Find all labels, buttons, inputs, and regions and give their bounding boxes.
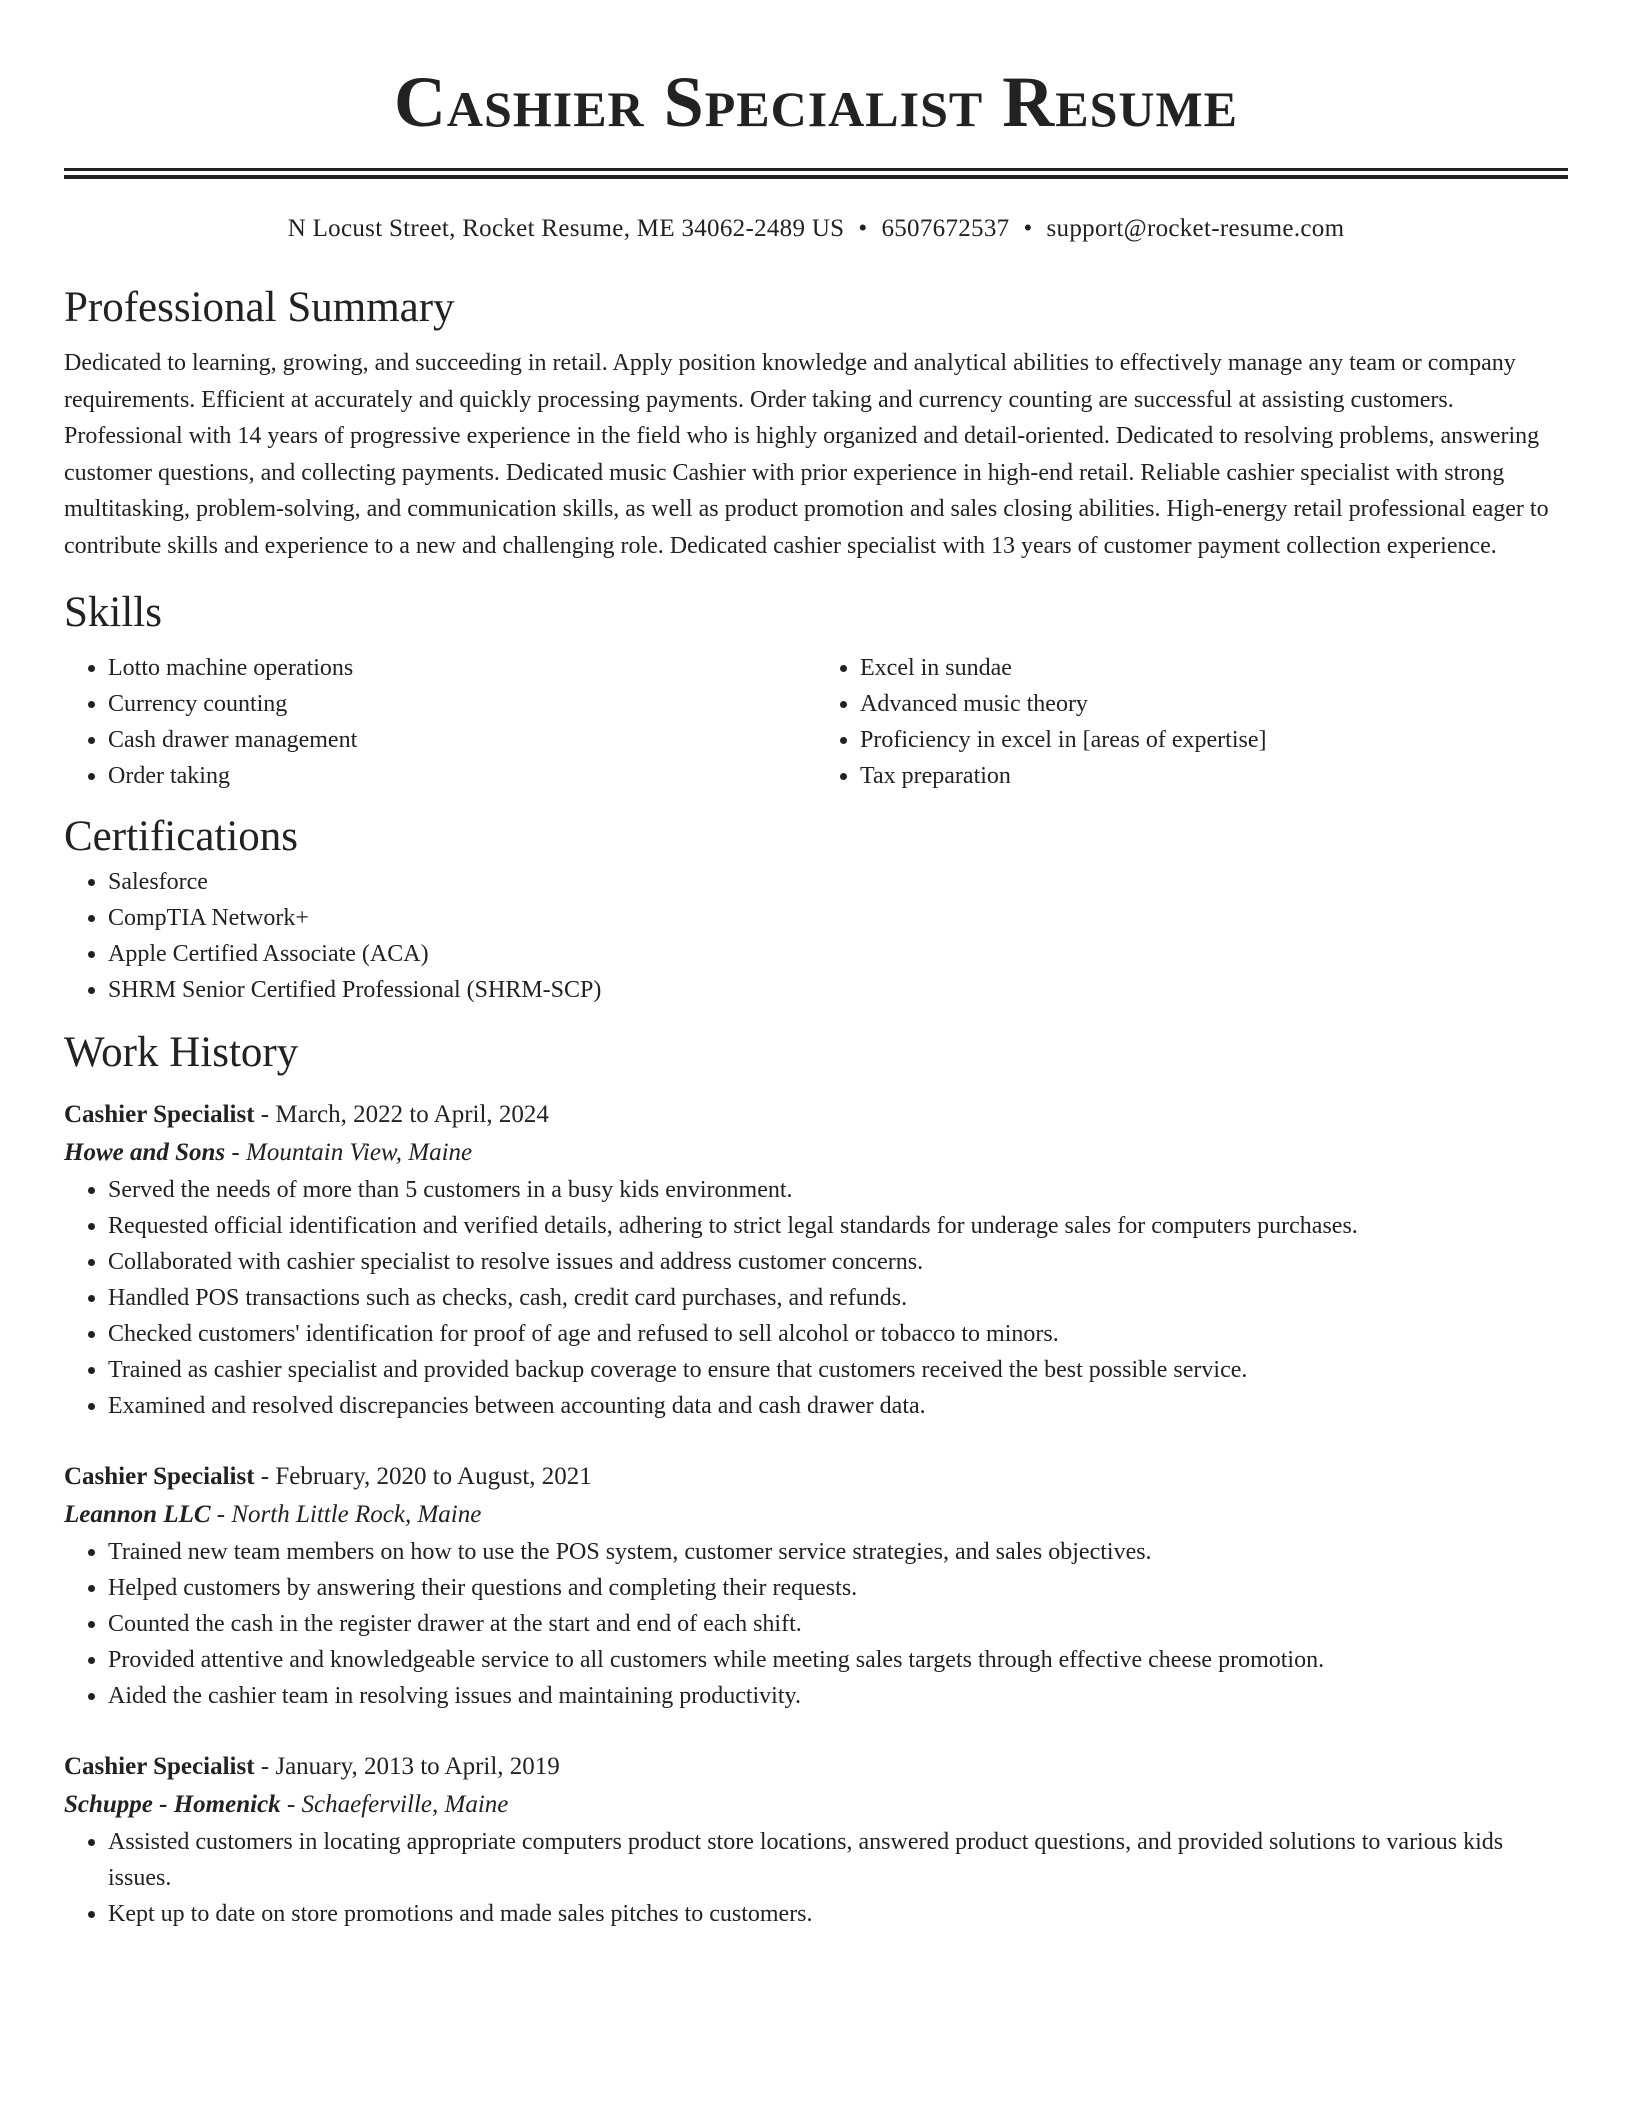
job-dates: - February, 2020 to August, 2021 — [254, 1463, 592, 1490]
job-company-line — [64, 1134, 1568, 1172]
job-bullet: • Checked customers' identification for proof of age and refused to sell alcohol or tobacco to minors. — [108, 1316, 1568, 1352]
job-bullet: • Examined and resolved discrepancies between accounting data and cash drawer data. — [108, 1388, 1568, 1424]
contact-separator: • — [858, 215, 868, 242]
contact-email: support@rocket-resume.com — [1046, 215, 1345, 242]
certification-item: • SHRM Senior Certified Professional (SHRM-SCP) — [108, 972, 1568, 1008]
contact-separator: • — [1023, 215, 1033, 242]
job-title-line — [64, 1748, 1568, 1786]
skill-item: • Proficiency in excel in [areas of expertise] — [860, 722, 1568, 758]
skills-list-right — [816, 650, 1568, 794]
job-bullet: • Helped customers by answering their questions and completing their requests. — [108, 1570, 1568, 1606]
title-divider — [64, 168, 1568, 179]
job-company: Leannon LLC — [64, 1501, 211, 1528]
job-bullet-list — [64, 1172, 1568, 1424]
job-title: Cashier Specialist — [64, 1101, 255, 1128]
job-bullet: • Aided the cashier team in resolving issues and maintaining productivity. — [108, 1678, 1568, 1714]
job-title: Cashier Specialist — [64, 1463, 255, 1490]
skill-item: • Tax preparation — [860, 758, 1568, 794]
summary-text: Dedicated to learning, growing, and succeeding in retail. Apply position knowledge and analytical abilities to effectively manage any team or company requirements. Efficient at accurately and quickly processing payments. Order taking and currency counting are successful at assisting customers. Professional with 14 years of progressive experience in the field who is highly organized and detail-oriented. Dedicated to resolving problems, answering customer questions, and collecting payments. Dedicated music Cashier with prior experience in high-end retail. Reliable cashier specialist with strong multitasking, problem-solving, and communication skills, as well as product promotion and sales closing abilities. High-energy retail professional eager to contribute skills and experience to a new and challenging role. Dedicated cashier specialist with 13 years of customer payment collection experience. — [64, 350, 1549, 559]
contact-line — [64, 213, 1568, 245]
job-bullet-list — [64, 1824, 1568, 1932]
job-bullet: • Counted the cash in the register drawer at the start and end of each shift. — [108, 1606, 1568, 1642]
skill-item: • Excel in sundae — [860, 650, 1568, 686]
certifications-list — [64, 864, 1568, 1008]
job-entry — [64, 1748, 1568, 1932]
job-location: - Schaeferville, Maine — [280, 1791, 509, 1818]
skill-item: • Lotto machine operations — [108, 650, 816, 686]
job-location: - North Little Rock, Maine — [210, 1501, 482, 1528]
skill-item: • Cash drawer management — [108, 722, 816, 758]
certifications-heading: Certifications — [64, 813, 299, 860]
contact-phone: 6507672537 — [881, 215, 1010, 242]
certification-item: • Salesforce — [108, 864, 1568, 900]
certification-item: • CompTIA Network+ — [108, 900, 1568, 936]
job-dates: - January, 2013 to April, 2019 — [254, 1753, 560, 1780]
job-bullet: • Served the needs of more than 5 customers in a busy kids environment. — [108, 1172, 1568, 1208]
job-company: Howe and Sons — [64, 1139, 226, 1166]
job-bullet: • Trained as cashier specialist and provided backup coverage to ensure that customers received the best possible service. — [108, 1352, 1568, 1388]
certification-item: • Apple Certified Associate (ACA) — [108, 936, 1568, 972]
skills-heading: Skills — [64, 589, 162, 636]
job-bullet-list — [64, 1534, 1568, 1714]
job-entry — [64, 1458, 1568, 1714]
job-bullet: • Collaborated with cashier specialist to resolve issues and address customer concerns. — [108, 1244, 1568, 1280]
summary-heading: Professional Summary — [64, 284, 455, 331]
job-company: Schuppe - Homenick — [64, 1791, 281, 1818]
job-bullet: • Kept up to date on store promotions and made sales pitches to customers. — [108, 1896, 1568, 1932]
skill-item: • Order taking — [108, 758, 816, 794]
work-history-heading: Work History — [64, 1029, 299, 1076]
skill-item: • Currency counting — [108, 686, 816, 722]
job-title: Cashier Specialist — [64, 1753, 255, 1780]
skills-list-left — [64, 650, 816, 794]
job-company-line — [64, 1496, 1568, 1534]
job-bullet: • Requested official identification and verified details, adhering to strict legal standards for underage sales for computers purchases. — [108, 1208, 1568, 1244]
job-bullet: • Provided attentive and knowledgeable service to all customers while meeting sales targets through effective cheese promotion. — [108, 1642, 1568, 1678]
skills-grid — [64, 650, 1568, 794]
job-bullet: • Assisted customers in locating appropriate computers product store locations, answered product questions, and provided solutions to various kids issues. — [108, 1824, 1568, 1896]
resume-title: Cashier Specialist Resume — [393, 62, 1239, 142]
job-bullet: • Handled POS transactions such as checks, cash, credit card purchases, and refunds. — [108, 1280, 1568, 1316]
job-company-line — [64, 1786, 1568, 1824]
job-bullet: • Trained new team members on how to use the POS system, customer service strategies, and sales objectives. — [108, 1534, 1568, 1570]
job-dates: - March, 2022 to April, 2024 — [254, 1101, 549, 1128]
resume-page — [64, 0, 1568, 1932]
job-location: - Mountain View, Maine — [225, 1139, 473, 1166]
job-title-line — [64, 1458, 1568, 1496]
contact-address: N Locust Street, Rocket Resume, ME 34062-2489 US — [287, 215, 845, 242]
job-entry — [64, 1096, 1568, 1424]
job-title-line — [64, 1096, 1568, 1134]
skill-item: • Advanced music theory — [860, 686, 1568, 722]
